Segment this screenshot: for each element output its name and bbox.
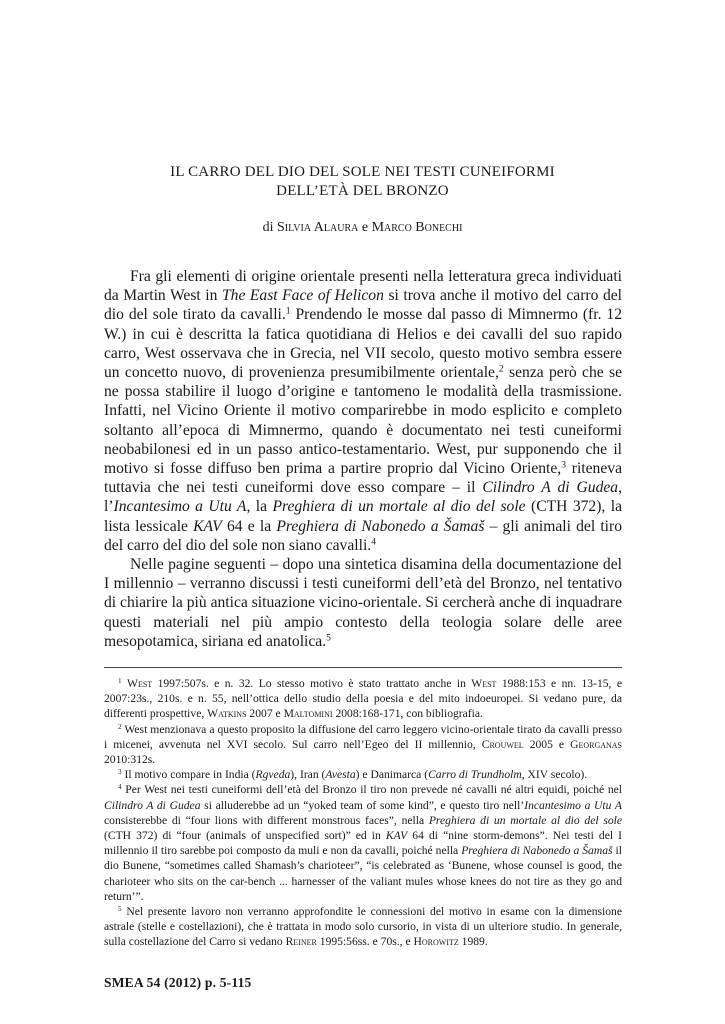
footnote-number: 2 — [118, 722, 122, 731]
text-run: , XIV secolo). — [521, 768, 588, 782]
text-run: senza però che se ne possa stabilire il luogo d’origine e tantomeno le modalità della trasmissione. Infatti, nel Vicino Oriente il motivo comparirebbe in modo esplicito e completo soltanto all’epoca di Mimnermo, quando è documentato nei testi cuneiformi neobabilonesi ed in un passo antico-testamentario. West, pur supponendo che il motivo si fosse diffuso ben prima a partire proprio dal Vicino Oriente, — [104, 364, 623, 478]
author-name-1: Silvia Alaura — [276, 220, 359, 235]
text-run: Nelle pagine seguenti – dopo una sintetica disamina della documentazione del I millennio – verranno discussi i testi cuneiformi dell’età del Bronzo, nel tentativo di chiarire la più antica situazione vicino-orientale. Si cercherà anche di inquadrare questi materiali nel più ampio contesto della teologia solare delle aree mesopotamica, siriana ed anatolica. — [104, 556, 622, 650]
work-title: KAV — [193, 517, 222, 535]
text-run: 2010:312s. — [104, 753, 156, 767]
footnote-1 — [104, 676, 622, 722]
footnotes — [104, 676, 622, 950]
text-run: Prendendo le mosse dal passo di Mimnermo (fr. 12 W.) in cui è descritta la fatica quotidiana di Helios e dei cavalli del suo rapido carro, West osservava che in Grecia, nel VII secolo, questo motivo sembra essere un concetto nuovo, di provenienza presumibilmente orientale, — [104, 306, 622, 382]
book-title: The East Face of Helicon — [221, 287, 384, 305]
text-run: , la — [246, 498, 273, 516]
text-run: 1995:56ss. e 70s., e — [316, 935, 414, 949]
text-run: 1988:153 e nn. 13-15, e 2007:23s., 210s. e n. 55, nell’ottica dello studio della poesia e del mito indoeuropei. Si vedano pure, da differenti prospettive, — [104, 677, 622, 721]
work-title: Preghiera di Nabonedo a Šamaš — [276, 517, 485, 535]
cited-author: Horowitz — [413, 935, 459, 949]
cited-author: Maltomini — [283, 707, 333, 721]
text-run: il dio Bunene, “sometimes called Shamash’s charioteer”, “is celebrated as ‘Bunene, whose counsel is good, the charioteer who sits on the car-bench ... harnesser of the valiant mules whose knees do not tire as they go and return’”. — [104, 844, 622, 903]
footnote-ref-4[interactable]: 4 — [371, 536, 377, 548]
work-title: Preghiera di Nabonedo a Šamaš — [461, 844, 613, 858]
author-name-2: Marco Bonechi — [371, 220, 463, 235]
body-paragraph-2 — [104, 555, 622, 651]
footnote-separator — [104, 667, 622, 668]
text-run: Per West nei testi cuneiformi dell’età del Bronzo il tiro non prevede né cavalli né altri equidi, poiché nel — [121, 783, 622, 797]
work-title: Incantesimo a Utu A — [524, 798, 622, 812]
footnote-number: 4 — [118, 783, 122, 792]
cited-author: Crouwel — [481, 737, 524, 751]
footnote-4 — [104, 782, 622, 904]
footnote-ref-5[interactable]: 5 — [326, 632, 331, 644]
journal-citation: SMEA 54 (2012) p. 5-115 — [104, 975, 252, 990]
text-run: , l’ — [104, 479, 623, 516]
footnote-number: 5 — [118, 905, 122, 914]
text-run: (CTH 372), la lista lessicale — [104, 498, 622, 535]
text-run: ) e Danimarca ( — [355, 768, 429, 782]
work-title: Cilindro A di Gudea — [104, 798, 201, 812]
text-run: Nel presente lavoro non verranno approfondite le connessioni del motivo in esame con la dimensione astrale (stelle e costellazioni), che è trattata in modo solo cursorio, in vista di un ulteriore studio. In generale, sulla costellazione del Carro si vedano — [104, 905, 622, 949]
text-run: Il motivo compare in India ( — [121, 768, 256, 782]
text-run: 64 di “nine storm-demons”. Nei testi del I millennio il tiro sarebbe poi composto da muli e non da cavalli, poiché nella — [104, 829, 623, 858]
text-run: riteneva tuttavia che nei testi cuneiformi dove esso compare – il — [104, 460, 622, 497]
footnote-ref-3[interactable]: 3 — [561, 459, 567, 471]
text-run: 2007 e — [246, 707, 284, 721]
title-line-1: IL CARRO DEL DIO DEL SOLE NEI TESTI CUNEIFORMI — [170, 164, 555, 180]
text-run: Fra gli elementi di origine orientale presenti nella letteratura greca individuati da Martin West in — [104, 268, 622, 305]
footnote-number: 1 — [118, 677, 122, 686]
work-title: Preghiera di un mortale al dio del sole — [272, 498, 526, 516]
footnote-ref-2[interactable]: 2 — [498, 363, 504, 375]
work-title: KAV — [385, 829, 408, 843]
title-line-2: DELL’ETÀ DEL BRONZO — [276, 183, 449, 199]
work-title: Incantesimo a Utu A — [113, 498, 247, 516]
cited-author: Watkins — [207, 707, 247, 721]
text-run: 2005 e — [523, 737, 571, 751]
cited-author: West — [471, 677, 497, 690]
text-run: 1997:507s. e n. 32. Lo stesso motivo è stato trattato anche in — [152, 677, 472, 690]
footnote-ref-1[interactable]: 1 — [285, 306, 291, 318]
text-run: consisterebbe di “four lions with different monstrous faces”, nella — [104, 813, 429, 827]
work-title: Cilindro A di Gudea — [482, 479, 619, 497]
text-run: (CTH 372) di “four (animals of unspecified sort)” ed in — [104, 829, 386, 843]
body-text — [104, 267, 622, 651]
author-conjunction: e — [361, 220, 369, 235]
body-paragraph-1 — [104, 267, 622, 555]
article-title — [60, 163, 665, 201]
text-run: 1989. — [458, 935, 488, 949]
cited-author: Georganas — [570, 737, 623, 751]
text-run: – gli animali del tiro del carro del dio del sole non siano cavalli. — [104, 517, 622, 554]
author-line — [60, 219, 665, 237]
footnote-3 — [104, 767, 622, 782]
footnote-5 — [104, 904, 622, 950]
text-run: si alluderebbe ad un “yoked team of some kind”, e questo tiro nell’ — [200, 798, 525, 812]
footnote-number: 3 — [118, 768, 122, 777]
text-run: si trova anche il motivo del carro del dio del sole tirato da cavalli. — [104, 287, 622, 324]
work-title: Carro di Trundholm — [428, 768, 522, 782]
text-run: West menzionava a questo proposito la diffusione del carro leggero vicino-orientale tirato da cavalli presso i micenei, avvenuta nel XVI secolo. Sul carro nell’Egeo del II millennio, — [104, 722, 622, 751]
footnote-2 — [104, 722, 622, 768]
cited-author: Reiner — [285, 935, 317, 949]
author-prefix: di — [262, 220, 274, 235]
text-run: 64 e la — [221, 517, 277, 535]
work-title: Preghiera di un mortale al dio del sole — [428, 813, 622, 827]
text-run: 2008:168-171, con bibliografia. — [332, 707, 483, 721]
work-title: Rgveda — [255, 768, 291, 782]
work-title: Avesta — [325, 768, 356, 782]
cited-author: West — [127, 677, 153, 690]
text-run: ), Iran ( — [290, 768, 326, 782]
